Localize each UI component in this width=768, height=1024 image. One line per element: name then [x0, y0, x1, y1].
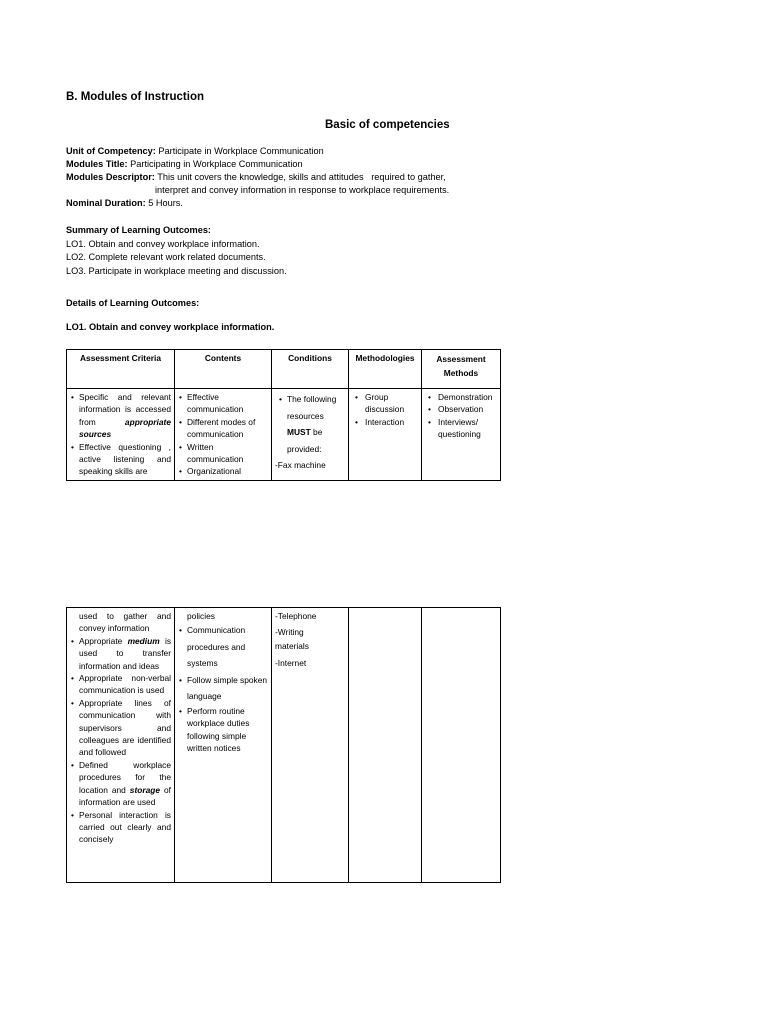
criteria-cell — [67, 608, 175, 883]
methodology-item: • Group discussion — [352, 391, 418, 416]
header-conditions: Conditions — [272, 350, 349, 389]
methodologies-cell — [349, 389, 422, 481]
criterion-item: • Appropriate non-verbal communication is used — [70, 672, 171, 697]
unit-of-competency — [66, 145, 526, 158]
methodology-item: • Interaction — [352, 416, 418, 428]
duration-label: Nominal Duration: — [66, 198, 146, 208]
module-meta — [66, 145, 526, 210]
criterion-item: • Specific and relevant information is accessed from appropriate sources — [70, 391, 171, 441]
criterion-emphasis: medium — [127, 635, 160, 646]
criterion-continuation: used to gather and convey information — [79, 611, 171, 634]
section-title: B. Modules of Instruction — [66, 91, 204, 103]
lo1-table-part-1 — [66, 349, 501, 481]
table-row — [67, 389, 501, 481]
assessment-method-item: • Observation — [425, 403, 497, 415]
document-title: Basic of competencies — [325, 119, 450, 131]
criteria-cell — [67, 389, 175, 481]
modules-descriptor — [66, 171, 526, 184]
table-header-row — [67, 350, 501, 389]
content-item: • Organizational — [178, 465, 268, 477]
criterion-emphasis: storage — [129, 784, 161, 795]
content-item: • Different modes of communication — [178, 416, 268, 441]
conditions-cell — [272, 389, 349, 481]
assessment-method-item: • Demonstration — [425, 391, 497, 403]
contents-cell — [175, 608, 272, 883]
criterion-item: • Appropriate lines of communication with supervisors and colleagues are identified and followed — [70, 697, 171, 759]
header-contents: Contents — [175, 350, 272, 389]
descriptor-label: Modules Descriptor: — [66, 172, 155, 182]
modules-title-value: Participating in Workplace Communication — [130, 159, 303, 169]
criterion-emphasis: appropriate sources — [79, 416, 171, 440]
content-item: • Follow simple spoken language — [178, 672, 268, 705]
criterion-item: • Effective questioning , active listening and speaking skills are — [70, 441, 171, 478]
duration-value: 5 Hours. — [148, 198, 183, 208]
methodologies-cell — [349, 608, 422, 883]
condition-item: -Writing materials — [275, 627, 309, 651]
header-methodologies: Methodologies — [349, 350, 422, 389]
condition-item: -Telephone — [275, 611, 317, 621]
summary-of-learning-outcomes — [66, 224, 287, 278]
summary-item: LO2. Complete relevant work related documents. — [66, 252, 266, 262]
criterion-item: • Appropriate medium is used to transfer information and ideas — [70, 635, 171, 672]
criterion-item: • Defined workplace procedures for the location and storage of information are used — [70, 759, 171, 809]
content-continuation: policies — [187, 611, 215, 621]
header-assessment-line-1: Assessment — [436, 354, 486, 364]
header-assessment-line-2: Methods — [443, 368, 479, 378]
criterion-item: • Personal interaction is carried out clearly and concisely — [70, 809, 171, 846]
content-item: • Communication procedures and systems — [178, 622, 268, 672]
assessment-methods-cell — [422, 389, 501, 481]
table-row — [67, 608, 501, 883]
conditions-intro: • The following resources MUST be provided: — [278, 391, 345, 457]
conditions-cell — [272, 608, 349, 883]
condition-item: -Internet — [275, 658, 307, 669]
content-item: • Effective communication — [178, 391, 268, 416]
lo1-table-part-2 — [66, 607, 501, 883]
header-assessment-criteria: Assessment Criteria — [67, 350, 175, 389]
lo1-heading: LO1. Obtain and convey workplace information. — [66, 322, 275, 332]
unit-value: Participate in Workplace Communication — [158, 146, 324, 156]
content-item: • Written communication — [178, 441, 268, 466]
header-assessment-methods — [422, 350, 501, 389]
nominal-duration — [66, 197, 526, 210]
details-heading: Details of Learning Outcomes: — [66, 298, 200, 308]
summary-item: LO3. Participate in workplace meeting and discussion. — [66, 265, 287, 276]
modules-title — [66, 158, 526, 171]
descriptor-line-1: This unit covers the knowledge, skills and attitudes required to gather, — [157, 172, 446, 182]
condition-item: -Fax machine — [275, 460, 326, 470]
assessment-method-item: • Interviews/ questioning — [425, 416, 497, 441]
summary-heading: Summary of Learning Outcomes: — [66, 225, 211, 235]
unit-label: Unit of Competency: — [66, 146, 156, 156]
modules-title-label: Modules Title: — [66, 159, 128, 169]
content-item: • Perform routine workplace duties following simple written notices — [178, 705, 268, 755]
descriptor-line-2: interpret and convey information in response to workplace requirements. — [155, 185, 450, 195]
assessment-methods-cell — [422, 608, 501, 883]
contents-cell — [175, 389, 272, 481]
summary-item: LO1. Obtain and convey workplace information. — [66, 238, 260, 249]
must-emphasis: MUST — [287, 427, 311, 437]
